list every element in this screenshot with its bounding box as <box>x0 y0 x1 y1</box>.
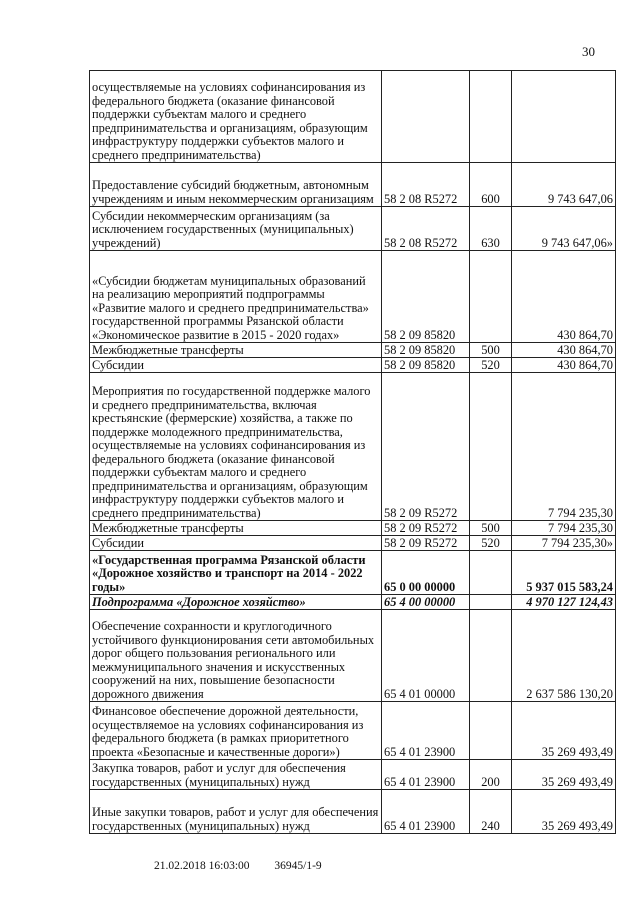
row-vr <box>470 702 512 760</box>
row-vr: 240 <box>470 790 512 834</box>
table-row <box>90 536 616 551</box>
row-code: 58 2 08 R5272 <box>382 163 470 207</box>
row-name: «Государственная программа Рязанской области «Дорожное хозяйство и транспорт на 2014 - 2022 годы» <box>90 551 382 595</box>
row-vr: 600 <box>470 163 512 207</box>
row-vr <box>470 71 512 163</box>
footer <box>154 860 322 872</box>
row-code: 65 4 01 23900 <box>382 790 470 834</box>
table-row <box>90 595 616 610</box>
row-sum: 35 269 493,49 <box>512 702 616 760</box>
row-vr <box>470 595 512 610</box>
table-row <box>90 760 616 790</box>
row-name: Закупка товаров, работ и услуг для обеспечения государственных (муниципальных) нужд <box>90 760 382 790</box>
row-name: Межбюджетные трансферты <box>90 343 382 358</box>
row-sum: 7 794 235,30 <box>512 373 616 521</box>
row-name: Обеспечение сохранности и круглогодичного устойчивого функционирования сети автомобильных дорог общего пользования регионального или межмуниципального значения и искусственных сооружений на них, повышение безопасности дорожного движения <box>90 610 382 702</box>
page-number: 30 <box>582 44 595 59</box>
row-name: Субсидии <box>90 536 382 551</box>
row-sum: 35 269 493,49 <box>512 790 616 834</box>
row-code: 58 2 09 85820 <box>382 343 470 358</box>
row-name: Субсидии <box>90 358 382 373</box>
row-code: 65 4 01 23900 <box>382 760 470 790</box>
row-code: 58 2 09 85820 <box>382 251 470 343</box>
row-sum: 4 970 127 124,43 <box>512 595 616 610</box>
row-sum: 5 937 015 583,24 <box>512 551 616 595</box>
row-sum: 2 637 586 130,20 <box>512 610 616 702</box>
row-vr <box>470 610 512 702</box>
row-sum: 430 864,70 <box>512 251 616 343</box>
budget-table <box>89 70 616 834</box>
row-name: осуществляемые на условиях софинансирования из федерального бюджета (оказание финансовой поддержки субъектам малого и среднего предпринимательства и организациям, образующим инфраструктуру поддержки субъектов малого и среднего предпринимательства) <box>90 71 382 163</box>
row-vr <box>470 373 512 521</box>
row-name: Финансовое обеспечение дорожной деятельности, осуществляемое на условиях софинансирования из федерального бюджета (в рамках приоритетного проекта «Безопасные и качественные дороги») <box>90 702 382 760</box>
row-sum: 7 794 235,30» <box>512 536 616 551</box>
table-row <box>90 358 616 373</box>
row-name: «Субсидии бюджетам муниципальных образований на реализацию мероприятий подпрограммы «Развитие малого и среднего предпринимательства» государственной программы Рязанской области «Экономическое развитие в 2015 - 2020 годах» <box>90 251 382 343</box>
row-sum: 7 794 235,30 <box>512 521 616 536</box>
row-code: 65 4 01 00000 <box>382 610 470 702</box>
table-row <box>90 373 616 521</box>
table-row <box>90 343 616 358</box>
footer-doc-number: 36945/1-9 <box>274 860 322 872</box>
row-vr: 520 <box>470 358 512 373</box>
table-row <box>90 790 616 834</box>
table-row <box>90 702 616 760</box>
row-name: Подпрограмма «Дорожное хозяйство» <box>90 595 382 610</box>
table-row <box>90 251 616 343</box>
row-name: Предоставление субсидий бюджетным, автономным учреждениям и иным некоммерческим организациям <box>90 163 382 207</box>
row-name: Мероприятия по государственной поддержке малого и среднего предпринимательства, включая крестьянские (фермерские) хозяйства, а также по поддержке молодежного предпринимательства, осуществляемые на условиях софинансирования из федерального бюджета (оказание финансовой поддержки субъектам малого и среднего предпринимательства и организациям, образующим инфраструктуру поддержки субъектов малого и среднего предпринимательства) <box>90 373 382 521</box>
row-vr <box>470 551 512 595</box>
row-vr: 500 <box>470 521 512 536</box>
row-code: 58 2 08 R5272 <box>382 207 470 251</box>
table-row <box>90 207 616 251</box>
row-name: Иные закупки товаров, работ и услуг для обеспечения государственных (муниципальных) нужд <box>90 790 382 834</box>
row-name: Субсидии некоммерческим организациям (за исключением государственных (муниципальных) учреждений) <box>90 207 382 251</box>
row-code: 58 2 09 R5272 <box>382 536 470 551</box>
row-vr <box>470 251 512 343</box>
footer-timestamp: 21.02.2018 16:03:00 <box>154 860 250 872</box>
table-row <box>90 551 616 595</box>
row-code: 65 4 01 23900 <box>382 702 470 760</box>
row-sum: 430 864,70 <box>512 358 616 373</box>
row-sum: 35 269 493,49 <box>512 760 616 790</box>
row-code: 58 2 09 85820 <box>382 358 470 373</box>
table-row <box>90 163 616 207</box>
row-sum: 9 743 647,06» <box>512 207 616 251</box>
row-sum: 430 864,70 <box>512 343 616 358</box>
row-code: 58 2 09 R5272 <box>382 373 470 521</box>
row-vr: 520 <box>470 536 512 551</box>
row-vr: 630 <box>470 207 512 251</box>
row-name: Межбюджетные трансферты <box>90 521 382 536</box>
row-code: 65 0 00 00000 <box>382 551 470 595</box>
table-row <box>90 71 616 163</box>
row-sum <box>512 71 616 163</box>
row-code: 58 2 09 R5272 <box>382 521 470 536</box>
row-sum: 9 743 647,06 <box>512 163 616 207</box>
table-row <box>90 521 616 536</box>
table-row <box>90 610 616 702</box>
row-code: 65 4 00 00000 <box>382 595 470 610</box>
row-vr: 200 <box>470 760 512 790</box>
row-code <box>382 71 470 163</box>
row-vr: 500 <box>470 343 512 358</box>
